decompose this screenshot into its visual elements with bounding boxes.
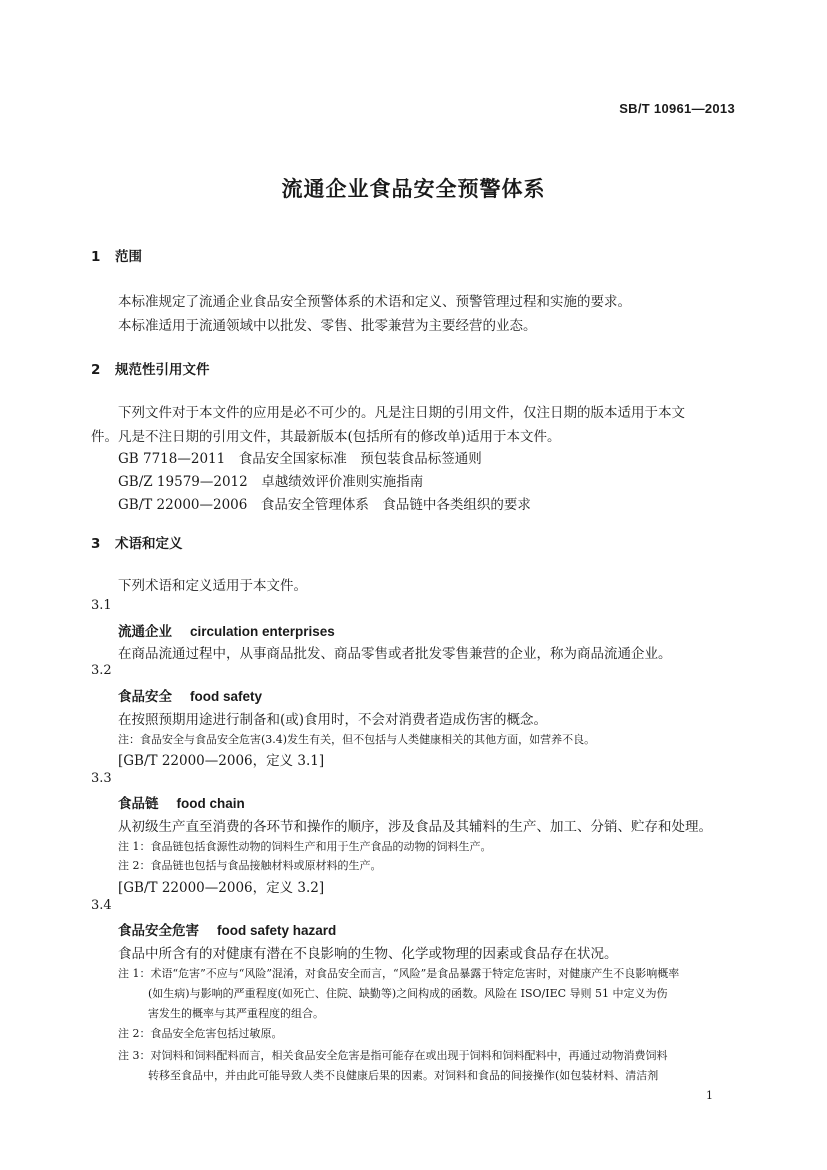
term-note: 注 2：食品安全危害包括过敏原。 <box>118 1027 283 1040</box>
term-note-continued: 转移至食品中，并由此可能导致人类不良健康后果的因素。对饲料和食品的间接操作(如包装材料、清洁剂 <box>148 1069 659 1082</box>
term-note: 注：食品安全与食品安全危害(3.4)发生有关，但不包括与人类健康相关的其他方面，如营养不良。 <box>118 733 596 746</box>
section-1-heading <box>91 245 142 265</box>
term-cn: 食品安全危害 <box>118 923 199 939</box>
term-heading <box>118 620 335 640</box>
term-note: 注 1：术语“危害”不应与“风险”混淆，对食品安全而言，“风险”是食品暴露于特定危害时，对健康产生不良影响概率 <box>118 967 680 980</box>
section-title: 规范性引用文件 <box>115 362 210 378</box>
term-number: 3.4 <box>91 898 112 913</box>
section-3-heading <box>91 532 183 552</box>
term-number: 3.1 <box>91 598 112 613</box>
term-en: circulation enterprises <box>190 624 335 639</box>
section-number: 2 <box>91 362 101 378</box>
document-title: 流通企业食品安全预警体系 <box>281 177 546 201</box>
term-definition: 从初级生产直至消费的各环节和操作的顺序，涉及食品及其辅料的生产、加工、分销、贮存和处理。 <box>118 819 712 835</box>
standard-code: SB/T 10961—2013 <box>619 101 735 116</box>
term-source: [GB/T 22000—2006，定义 3.1] <box>118 753 325 769</box>
term-note: 注 2：食品链也包括与食品接触材料或原材料的生产。 <box>118 859 382 872</box>
section-title: 范围 <box>115 249 142 265</box>
term-cn: 食品链 <box>118 796 159 812</box>
term-en: food safety <box>190 689 263 704</box>
reference-item: GB/T 22000—2006 食品安全管理体系 食品链中各类组织的要求 <box>118 497 531 513</box>
term-cn: 流通企业 <box>118 624 172 640</box>
term-note: 注 1：食品链包括食源性动物的饲料生产和用于生产食品的动物的饲料生产。 <box>118 840 492 853</box>
term-definition: 在商品流通过程中，从事商品批发、商品零售或者批发零售兼营的企业，称为商品流通企业。 <box>118 646 672 662</box>
paragraph: 本标准规定了流通企业食品安全预警体系的术语和定义、预警管理过程和实施的要求。 <box>118 294 631 310</box>
paragraph-continued: 件。凡是不注日期的引用文件，其最新版本(包括所有的修改单)适用于本文件。 <box>91 429 561 445</box>
term-cn: 食品安全 <box>118 689 172 705</box>
term-heading <box>118 685 262 705</box>
term-heading <box>118 792 245 812</box>
term-en: food chain <box>176 796 245 811</box>
section-number: 3 <box>91 536 101 552</box>
term-note-continued: (如生病)与影响的严重程度(如死亡、住院、缺勤等)之间构成的函数。风险在 ISO/IEC 导则 51 中定义为伤 <box>148 987 668 1000</box>
paragraph: 本标准适用于流通领域中以批发、零售、批零兼营为主要经营的业态。 <box>118 318 537 334</box>
term-note-continued: 害发生的概率与其严重程度的组合。 <box>148 1007 324 1020</box>
term-note: 注 3：对饲料和饲料配料而言，相关食品安全危害是指可能存在或出现于饲料和饲料配料中，再通过动物消费饲料 <box>118 1049 668 1062</box>
section-2-heading <box>91 358 210 378</box>
term-source: [GB/T 22000—2006，定义 3.2] <box>118 880 325 896</box>
reference-item: GB 7718—2011 食品安全国家标准 预包装食品标签通则 <box>118 451 482 467</box>
term-definition: 在按照预期用途进行制备和(或)食用时，不会对消费者造成伤害的概念。 <box>118 712 548 728</box>
term-en: food safety hazard <box>217 923 337 938</box>
section-number: 1 <box>91 249 101 265</box>
term-definition: 食品中所含有的对健康有潜在不良影响的生物、化学或物理的因素或食品存在状况。 <box>118 946 618 962</box>
paragraph: 下列术语和定义适用于本文件。 <box>118 578 307 594</box>
term-heading <box>118 919 336 939</box>
paragraph: 下列文件对于本文件的应用是必不可少的。凡是注日期的引用文件，仅注日期的版本适用于本文 <box>118 405 685 421</box>
reference-item: GB/Z 19579—2012 卓越绩效评价准则实施指南 <box>118 474 424 490</box>
page-number: 1 <box>706 1089 713 1102</box>
term-number: 3.3 <box>91 771 112 786</box>
term-number: 3.2 <box>91 663 112 678</box>
section-title: 术语和定义 <box>115 536 183 552</box>
